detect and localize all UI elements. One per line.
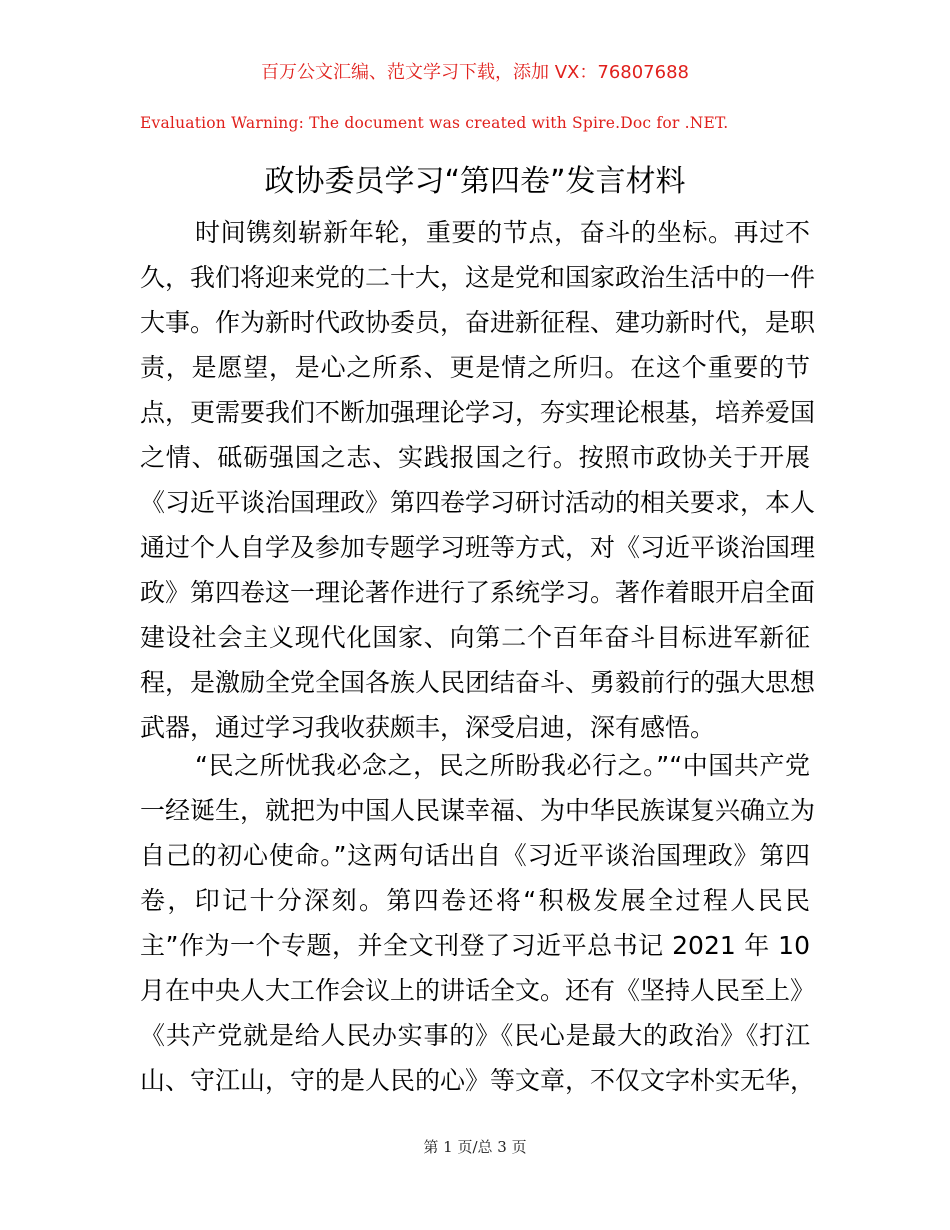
text-line: 责，是愿望，是心之所系、更是情之所归。在这个重要的节	[140, 353, 810, 382]
text-line: 一经诞生，就把为中国人民谋幸福、为中华民族谋复兴确立为	[140, 796, 816, 825]
text-line: 点，更需要我们不断加强理论学习，夯实理论根基，培养爱国	[140, 398, 816, 427]
text-line: 之情、砥砺强国之志、实践报国之行。按照市政协关于开展	[140, 443, 810, 472]
text-line: “民之所忧我必念之，民之所盼我必行之。”“中国共产党	[195, 751, 810, 780]
page-indicator: 第 1 页/总 3 页	[423, 1138, 527, 1156]
text-line: 卷，印记十分深刻。第四卷还将“积极发展全过程人民民	[140, 886, 810, 915]
text-line: 通过个人自学及参加专题学习班等方式，对《习近平谈治国理	[140, 533, 816, 562]
text-line: 《习近平谈治国理政》第四卷学习研讨活动的相关要求，本人	[140, 488, 816, 517]
evaluation-warning: Evaluation Warning: The document was created with Spire.Doc for .NET.	[140, 114, 729, 132]
text-line: 建设社会主义现代化国家、向第二个百年奋斗目标进军新征	[140, 623, 810, 652]
text-line: 主”作为一个专题，并全文刊登了习近平总书记 2021 年 10	[140, 931, 810, 960]
text-line: 月在中央人大工作会议上的讲话全文。还有《坚持人民至上》	[140, 976, 816, 1005]
paragraph-2	[140, 743, 816, 1103]
document-title: 政协委员学习“第四卷”发言材料	[264, 164, 686, 199]
text-line: 自己的初心使命。”这两句话出自《习近平谈治国理政》第四	[140, 841, 810, 870]
text-line: 程，是激励全党全国各族人民团结奋斗、勇毅前行的强大思想	[140, 668, 816, 697]
text-line: 政》第四卷这一理论著作进行了系统学习。著作着眼开启全面	[140, 578, 816, 607]
text-line: 久，我们将迎来党的二十大，这是党和国家政治生活中的一件	[140, 263, 816, 292]
promo-banner: 百万公文汇编、范文学习下载，添加 VX：76807688	[261, 62, 689, 83]
paragraph-1	[140, 210, 816, 750]
text-line: 《共产党就是给人民办实事的》《民心是最大的政治》《打江	[140, 1021, 810, 1050]
text-line: 武器，通过学习我收获颇丰，深受启迪，深有感悟。	[140, 713, 716, 742]
text-line: 大事。作为新时代政协委员，奋进新征程、建功新时代，是职	[140, 308, 816, 337]
text-line: 时间镌刻崭新年轮，重要的节点，奋斗的坐标。再过不	[195, 218, 810, 247]
text-line: 山、守江山，守的是人民的心》等文章，不仅文字朴实无华，	[140, 1066, 816, 1095]
